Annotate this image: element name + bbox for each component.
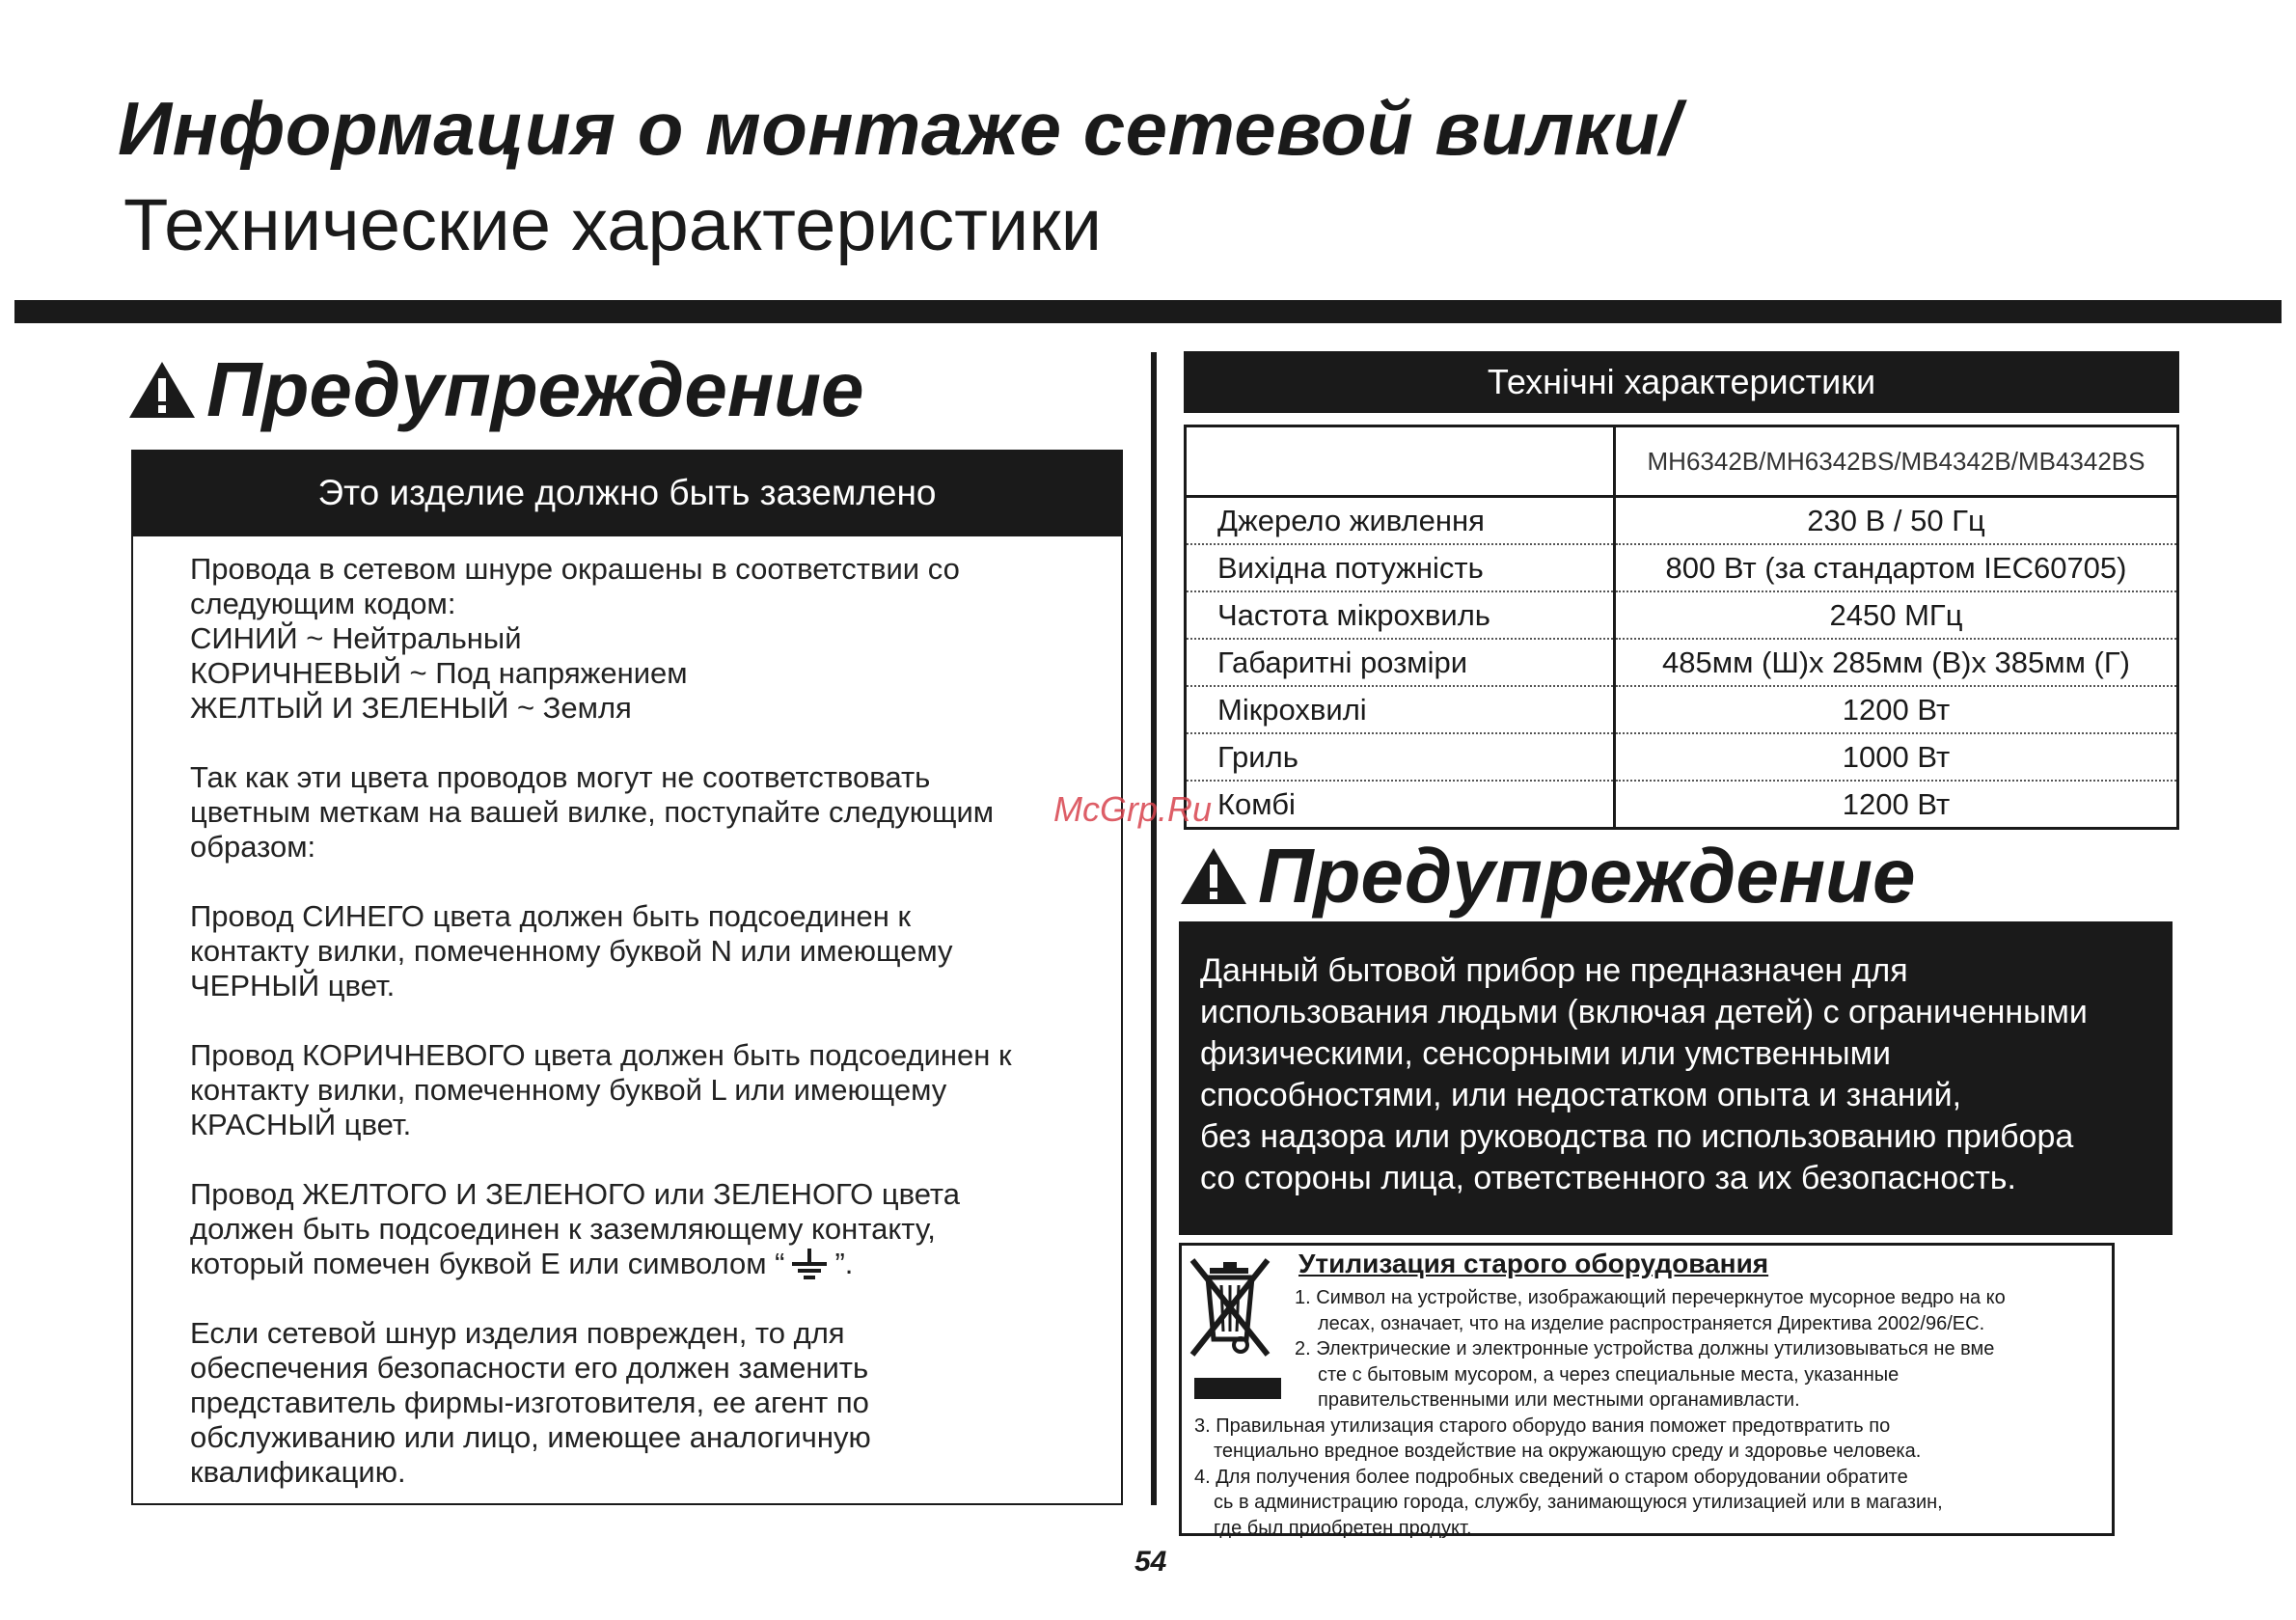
color-mismatch-paragraph: Так как эти цвета проводов могут не соответствовать цветным меткам на вашей вилке, поступайте следующим образом: [190, 760, 995, 864]
spec-label: Мікрохвилі [1186, 686, 1615, 733]
spec-label: Вихідна потужність [1186, 544, 1615, 591]
watermark-link[interactable]: McGrp.Ru [1053, 789, 1213, 829]
earth-wire-paragraph: Провод ЖЕЛТОГО И ЗЕЛЕНОГО или ЗЕЛЕНОГО цвета должен быть подсоединен к заземляющему контакту, который помечен буквой Е или символом “ ”. [190, 1177, 961, 1280]
spec-label: Гриль [1186, 733, 1615, 781]
warning-triangle-icon [1179, 845, 1248, 907]
table-row [1186, 686, 2178, 733]
page-title: Информация о монтаже сетевой вилки/ [118, 86, 1681, 171]
page-number: 54 [1134, 1546, 1167, 1578]
spec-label: Комбі [1186, 781, 1615, 829]
warning-heading-text: Предупреждение [1258, 833, 1916, 919]
spec-label: Частота мікрохвиль [1186, 591, 1615, 639]
page-subtitle: Технические характеристики [123, 184, 1103, 266]
right-warning-heading [1179, 832, 1916, 920]
grounding-banner: Это изделие должно быть заземлено [131, 450, 1123, 536]
warning-triangle-icon [127, 359, 197, 421]
spec-value: 1200 Вт [1615, 686, 2178, 733]
spec-value: 230 В / 50 Гц [1615, 497, 2178, 545]
disposal-text: 1. Символ на устройстве, изображающий перечеркнутое мусорное ведро на ко лесах, означает, что на изделие распространяется Директива 2002/96/EC. 2. Электрические и электронные устройства должны утилизовываться не вме сте с бытовым мусором, а через специальные места, указанные правительственными или местными органамивласти. 3. Правильная утилизация старого оборудо вания поможет предотвратить по тенциально вредное воздействие на окружающую среду и здоровье человека. 4. Для получения более подробных сведений о старом оборудовании обратите сь в администрацию города, службу, занимающуюся утилизацией или в магазин, где был приобретен продукт. [1194, 1287, 2006, 1539]
table-row [1186, 426, 2178, 497]
spec-value: 2450 МГц [1615, 591, 2178, 639]
spec-models: MH6342B/MH6342BS/MB4342B/MB4342BS [1615, 426, 2178, 497]
table-row [1186, 639, 2178, 686]
table-row [1186, 781, 2178, 829]
left-warning-heading [127, 345, 864, 434]
ground-symbol-icon [788, 1247, 831, 1281]
grounding-instructions [190, 552, 1087, 1524]
spec-table [1184, 425, 2179, 830]
table-row [1186, 544, 2178, 591]
spec-value: 800 Вт (за стандартом IEC60705) [1615, 544, 2178, 591]
header-rule [14, 300, 2282, 323]
wire-code-paragraph: Провода в сетевом шнуре окрашены в соответствии со следующим кодом: СИНИЙ ~ Нейтральный КОРИЧНЕВЫЙ ~ Под напряжением ЖЕЛТЫЙ И ЗЕЛЕНЫЙ ~ Земля [190, 552, 960, 725]
spec-label: Джерело живлення [1186, 497, 1615, 545]
usage-warning-box: Данный бытовой прибор не предназначен для использования людьми (включая детей) с ограниченными физическими, сенсорными или умственными способностями, или недостатком опыта и знаний, без надзора или руководства по использованию прибора со стороны лица, ответственного за их безопасность. [1179, 921, 2173, 1235]
blue-wire-paragraph: Провод СИНЕГО цвета должен быть подсоединен к контакту вилки, помеченному буквой N или имеющему ЧЕРНЫЙ цвет. [190, 899, 953, 1002]
spec-value: 1000 Вт [1615, 733, 2178, 781]
table-row [1186, 497, 2178, 545]
damaged-cord-paragraph: Если сетевой шнур изделия поврежден, то для обеспечения безопасности его должен заменить представитель фирмы-изготовителя, ее агент по обслуживанию или лицо, имеющее аналогичную квалификацию. [190, 1316, 871, 1489]
table-row [1186, 733, 2178, 781]
warning-heading-text: Предупреждение [206, 346, 864, 432]
spec-label [1186, 426, 1615, 497]
spec-value: 1200 Вт [1842, 786, 1951, 821]
spec-heading: Технічні характеристики [1184, 351, 2179, 413]
brown-wire-paragraph: Провод КОРИЧНЕВОГО цвета должен быть подсоединен к контакту вилки, помеченному буквой L или имеющему КРАСНЫЙ цвет. [190, 1038, 1012, 1141]
table-row [1186, 591, 2178, 639]
spec-value: 485мм (Ш)х 285мм (В)х 385мм (Г) [1615, 639, 2178, 686]
column-divider [1151, 352, 1157, 1505]
disposal-title: Утилизация старого оборудования [1298, 1249, 1769, 1278]
spec-label: Габаритні розміри [1186, 639, 1615, 686]
